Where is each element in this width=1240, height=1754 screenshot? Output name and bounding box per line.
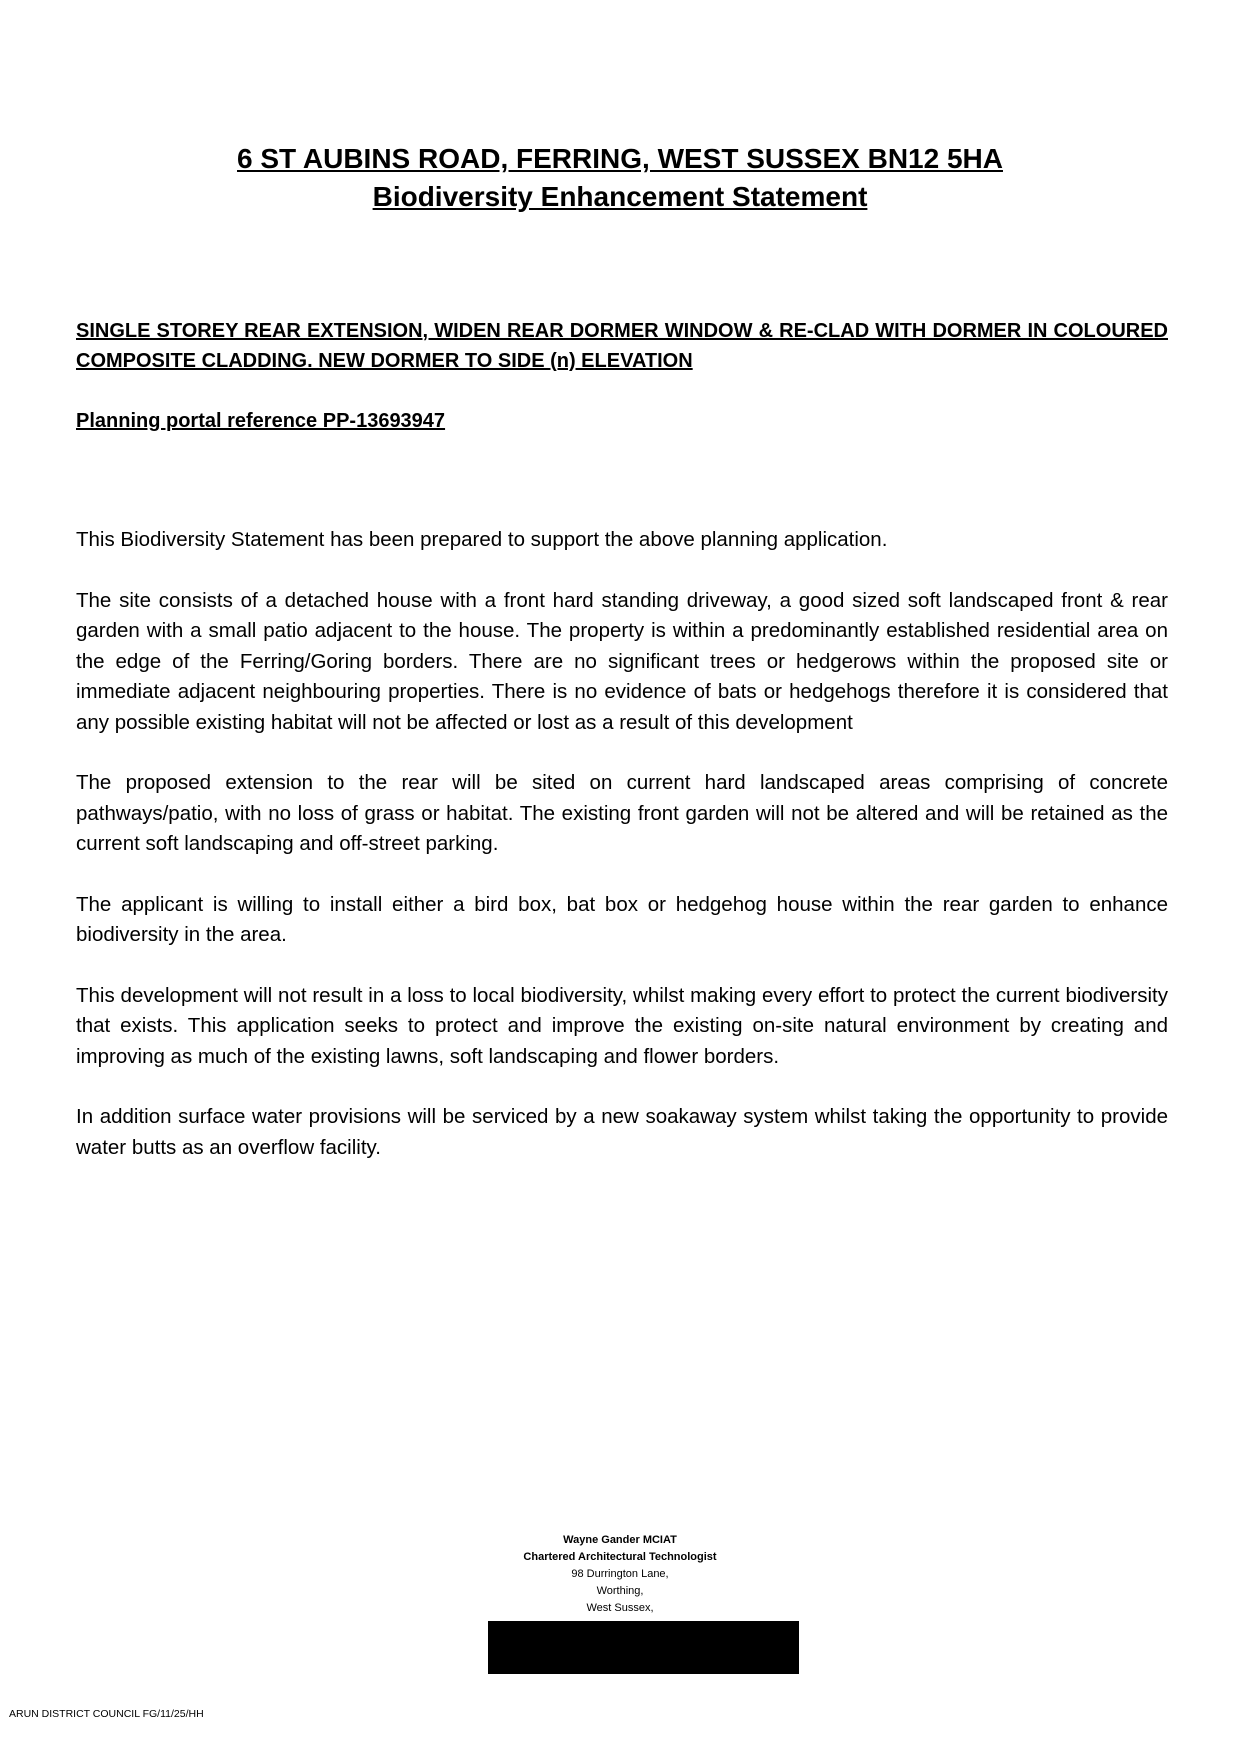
paragraph-surface-water: In addition surface water provisions will be serviced by a new soakaway system whilst taking the opportunity to provide water butts as an overflow facility. — [76, 1105, 1168, 1159]
paragraph-biodiversity: This development will not result in a loss to local biodiversity, whilst making every effort to protect the current biodiversity that exists. This application seeks to protect and improve the existing on-site natural environment by creating and improving as much of the existing lawns, soft landscaping and flower borders. — [76, 983, 1168, 1068]
planning-reference: Planning portal reference PP-13693947 — [76, 410, 446, 432]
title-block — [0, 140, 1240, 216]
signature-address-line: Worthing, — [596, 1585, 644, 1597]
signature-name: Wayne Gander MCIAT — [563, 1534, 677, 1546]
signature-block — [470, 1532, 770, 1617]
address-title: 6 ST AUBINS ROAD, FERRING, WEST SUSSEX BN12 5HA — [237, 143, 1003, 174]
signature-address-line: West Sussex, — [586, 1602, 654, 1614]
paragraph-extension: The proposed extension to the rear will be sited on current hard landscaped areas comprising of concrete pathways/patio, with no loss of grass or habitat. The existing front garden will not be altered and will be retained as the current soft landscaping and off-street parking. — [76, 771, 1168, 855]
paragraph-intro: This Biodiversity Statement has been prepared to support the above planning application. — [76, 528, 888, 551]
signature-address-line: 98 Durrington Lane, — [571, 1568, 669, 1580]
statement-title: Biodiversity Enhancement Statement — [372, 181, 868, 212]
paragraph-enhancement: The applicant is willing to install either a bird box, bat box or hedgehog house within the rear garden to enhance biodiversity in the area. — [76, 892, 1168, 946]
redaction-block — [488, 1621, 799, 1674]
project-description: SINGLE STOREY REAR EXTENSION, WIDEN REAR DORMER WINDOW & RE-CLAD WITH DORMER IN COLOURED COMPOSITE CLADDING. NEW DORMER TO SIDE (n) ELEVATION — [76, 320, 1168, 372]
paragraph-site: The site consists of a detached house with a front hard standing driveway, a good sized soft landscaped front & rear garden with a small patio adjacent to the house. The property is within a predominantly established residential area on the edge of the Ferring/Goring borders. There are no significant trees or hedgerows within the proposed site or immediate adjacent neighbouring properties. There is no evidence of bats or hedgehogs therefore it is considered that any possible existing habitat will not be affected or lost as a result of this development — [76, 588, 1168, 734]
signature-role: Chartered Architectural Technologist — [523, 1551, 717, 1563]
footer-reference: ARUN DISTRICT COUNCIL FG/11/25/HH — [9, 1708, 204, 1720]
statement-body — [76, 525, 1168, 1193]
